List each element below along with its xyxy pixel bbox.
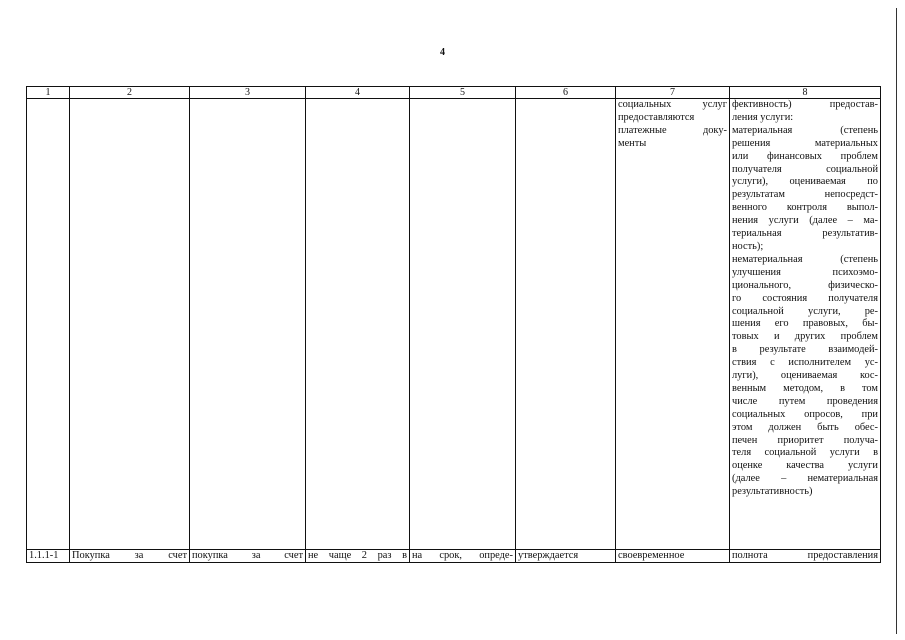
- header-col-7: 7: [616, 87, 730, 99]
- cell-text-line: материальная (степень: [732, 124, 878, 136]
- cell-text-line: товых и других проблем: [732, 331, 878, 343]
- cell-text-line: услуги), оцениваемая по: [732, 176, 878, 188]
- body-cell-8: [730, 99, 881, 550]
- table-header-row: [27, 87, 881, 99]
- cell-text-line: получателя социальной: [732, 163, 878, 175]
- cell-text-line: луги), оцениваемая кос-: [732, 370, 878, 382]
- cell-text-line: платежные доку-: [618, 124, 727, 136]
- header-col-6: 6: [516, 87, 616, 99]
- cell-text-line: (далее – нематериальная: [732, 473, 878, 485]
- cell-text-line: этом должен быть обес-: [732, 421, 878, 433]
- cell-text-line: венным методом, в том: [732, 382, 878, 394]
- cell-text-line: печен приоритет получа-: [732, 434, 878, 446]
- cell-text-line: ность);: [732, 240, 764, 252]
- cell-text-line: териальная результатив-: [732, 228, 878, 240]
- table-row: [27, 550, 881, 563]
- page-edge-line: [896, 8, 897, 634]
- table-row: [27, 99, 881, 550]
- cell-text-line: социальной услуги, ре-: [732, 305, 878, 317]
- last-row-cell-7: своевременное: [616, 550, 730, 563]
- cell-text-line: ления услуги:: [732, 111, 794, 123]
- last-row-cell-6: утверждается: [516, 550, 616, 563]
- services-table: [26, 86, 881, 563]
- cell-text-line: социальных опросов, при: [732, 408, 878, 420]
- body-cell-4: [306, 99, 410, 550]
- cell-text-line: нения услуги (далее – ма-: [732, 215, 878, 227]
- body-cell-3: [190, 99, 306, 550]
- cell-text-line: нематериальная (степень: [732, 253, 878, 265]
- header-col-4: 4: [306, 87, 410, 99]
- cell-text-line: в результате взаимодей-: [732, 344, 878, 356]
- cell-text-line: менты: [618, 137, 647, 149]
- header-col-1: 1: [27, 87, 70, 99]
- cell-text-line: числе путем проведения: [732, 395, 878, 407]
- cell-text-line: ционального, физическо-: [732, 279, 878, 291]
- page-number: 4: [440, 47, 445, 58]
- body-cell-2: [70, 99, 190, 550]
- row-number-cell: 1.1.1-1: [27, 550, 70, 563]
- cell-text-line: результатам непосредст-: [732, 189, 878, 201]
- cell-text-line: го состояния получателя: [732, 292, 878, 304]
- cell-text-line: или финансовых проблем: [732, 150, 878, 162]
- last-row-cell-5: на срок, опреде-: [410, 550, 516, 563]
- cell-text-line: улучшения психоэмо-: [732, 266, 878, 278]
- cell-text-line: оценке качества услуги: [732, 460, 878, 472]
- header-col-5: 5: [410, 87, 516, 99]
- cell-text-line: фективность) предостав-: [732, 99, 878, 110]
- cell-text-line: ствия с исполнителем ус-: [732, 357, 878, 369]
- last-row-cell-2: Покупка за счет: [70, 550, 190, 563]
- header-col-8: 8: [730, 87, 881, 99]
- cell-text-line: результативность): [732, 486, 813, 498]
- body-cell-7: [616, 99, 730, 550]
- body-cell-1: [27, 99, 70, 550]
- body-cell-5: [410, 99, 516, 550]
- cell-text-line: решения материальных: [732, 137, 878, 149]
- body-cell-6: [516, 99, 616, 550]
- last-row-cell-8: полнота предоставления: [730, 550, 881, 563]
- header-col-2: 2: [70, 87, 190, 99]
- cell-text-line: социальных услуг: [618, 99, 727, 110]
- cell-text-line: теля социальной услуги в: [732, 447, 878, 459]
- cell-text-line: венного контроля выпол-: [732, 202, 878, 214]
- cell-text-line: шения его правовых, бы-: [732, 318, 878, 330]
- cell-text-line: предоставляются: [618, 111, 695, 123]
- header-col-3: 3: [190, 87, 306, 99]
- last-row-cell-4: не чаще 2 раз в: [306, 550, 410, 563]
- last-row-cell-3: покупка за счет: [190, 550, 306, 563]
